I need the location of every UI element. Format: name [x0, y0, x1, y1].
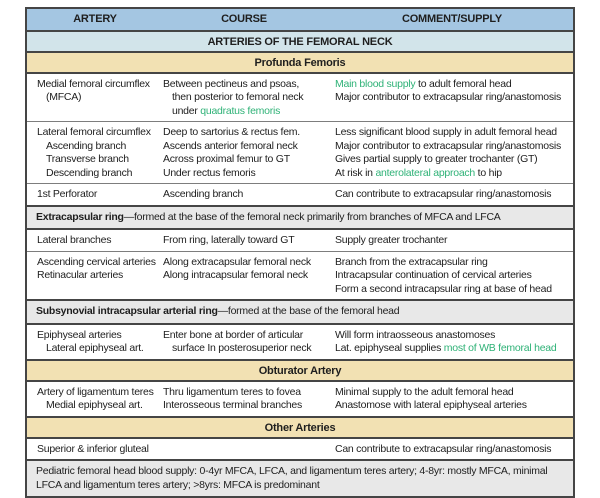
text-line: [335, 167, 569, 181]
section-header-obturator-artery: Obturator Artery: [27, 359, 573, 380]
text-line: [335, 256, 569, 270]
text-segment: Lateral branches: [37, 234, 112, 246]
text-segment: (MFCA): [46, 91, 82, 103]
text-segment: From ring, laterally toward GT: [163, 234, 295, 246]
text-line: [335, 234, 569, 248]
text-line: [163, 269, 325, 283]
text-segment: Gives partial supply to greater trochanter (GT): [335, 153, 538, 165]
text-line: [163, 234, 325, 248]
column-header-comment: COMMENT/SUPPLY: [401, 13, 503, 25]
text-segment: At risk in: [335, 166, 376, 179]
table-row: [27, 437, 573, 460]
text-segment: Ascends anterior femoral neck: [163, 139, 298, 152]
text-segment: Supply greater trochanter: [335, 234, 448, 246]
text-line: [335, 140, 569, 154]
text-line: [37, 399, 153, 413]
artery-cell: [27, 439, 157, 460]
text-line: [37, 188, 153, 202]
text-line: [335, 283, 569, 297]
text-line: [37, 153, 153, 167]
comment-cell: [329, 230, 573, 251]
text-line: [37, 126, 153, 140]
text-segment: Between pectineus and psoas,: [163, 77, 300, 90]
text-line: [335, 188, 569, 202]
text-line: [37, 443, 153, 457]
comment-cell: [329, 252, 573, 300]
table-row: [27, 228, 573, 251]
text-line: [335, 399, 569, 413]
text-segment: Medial femoral circumflex: [37, 77, 150, 90]
text-segment: Medial epiphyseal art.: [46, 399, 143, 411]
highlight-text: quadratus femoris: [200, 104, 281, 117]
course-cell: [157, 439, 329, 460]
text-line: [163, 188, 325, 202]
artery-cell: [27, 252, 157, 300]
text-line: [335, 153, 569, 167]
text-line: [335, 443, 569, 457]
artery-cell: [27, 74, 157, 122]
course-cell: [157, 74, 329, 122]
course-cell: [157, 382, 329, 416]
table-row: [27, 380, 573, 416]
note-row-extracapsular-ring: [27, 205, 573, 229]
text-segment: Major contributor to extracapsular ring/anastomosis: [335, 139, 561, 152]
femoral-neck-artery-table: [25, 7, 575, 498]
text-line: [37, 234, 153, 248]
text-line: [335, 386, 569, 400]
text-segment: 1st Perforator: [37, 188, 98, 200]
artery-cell: [27, 230, 157, 251]
section-header-other-arteries: Other Arteries: [27, 416, 573, 437]
comment-cell: [329, 184, 573, 205]
text-line: [37, 91, 153, 105]
text-line: [37, 269, 153, 283]
text-line: [163, 126, 325, 140]
text-segment: Along intracapsular femoral neck: [163, 269, 308, 281]
artery-cell: [27, 325, 157, 359]
note-text: —formed at the base of the femoral head: [217, 305, 400, 317]
text-line: [37, 167, 153, 181]
text-segment: Anastomose with lateral epiphyseal arteries: [335, 399, 527, 411]
course-cell: [157, 184, 329, 205]
text-line: [37, 78, 153, 92]
highlight-text: Main blood supply: [335, 77, 416, 90]
text-segment: Across proximal femur to GT: [163, 153, 290, 165]
table-row: [27, 121, 573, 183]
table-row: [27, 251, 573, 300]
note-bold-text: Subsynovial intracapsular arterial ring: [36, 305, 218, 317]
comment-cell: [329, 439, 573, 460]
comment-cell: [329, 74, 573, 122]
table-row: [27, 323, 573, 359]
text-line: [37, 386, 153, 400]
text-segment: Ascending cervical arteries: [37, 255, 156, 268]
text-line: [163, 329, 325, 343]
text-segment: Form a second intracapsular ring at base of head: [335, 282, 552, 295]
text-segment: Superior & inferior gluteal: [37, 442, 149, 455]
text-line: [37, 329, 153, 343]
text-line: [37, 255, 156, 270]
table-row: [27, 72, 573, 122]
text-line: [163, 399, 325, 413]
section-header-profunda-femoris: Profunda Femoris: [27, 51, 573, 72]
course-cell: [157, 252, 329, 300]
text-line: [335, 91, 569, 105]
artery-cell: [27, 184, 157, 205]
text-line: [163, 256, 325, 270]
text-line: [163, 342, 325, 356]
text-line: [335, 342, 569, 356]
text-segment: Ascending branch: [163, 188, 244, 200]
text-segment: Less significant blood supply in adult femoral head: [335, 126, 557, 138]
text-segment: Lateral femoral circumflex: [37, 126, 151, 138]
text-segment: Can contribute to extracapsular ring/anastomosis: [335, 188, 552, 200]
note-row-pediatric-femoral-head-blood: [27, 459, 573, 496]
course-cell: [157, 230, 329, 251]
text-segment: Enter bone at border of articular: [163, 328, 304, 341]
text-segment: surface In posterosuperior neck: [172, 342, 312, 354]
column-header-row: [27, 9, 573, 30]
text-segment: Artery of ligamentum teres: [37, 385, 154, 398]
course-cell: [157, 122, 329, 183]
table-row: [27, 183, 573, 205]
note-text: —formed at the base of the femoral neck primarily from branches of MFCA and LFCA: [123, 210, 501, 223]
section-header-arteries-of-the-femoral-neck: ARTERIES OF THE FEMORAL NECK: [27, 30, 573, 51]
text-segment: Retinacular arteries: [37, 269, 124, 281]
highlight-text: anterolateral approach: [375, 166, 476, 179]
text-segment: Along extracapsular femoral neck: [163, 255, 311, 268]
text-segment: Can contribute to extracapsular ring/anastomosis: [335, 442, 552, 455]
text-line: [37, 342, 153, 356]
column-header-course: COURSE: [221, 13, 267, 25]
course-cell: [157, 325, 329, 359]
artery-cell: [27, 122, 157, 183]
text-segment: Will form intraosseous anastomoses: [335, 328, 496, 341]
text-segment: Ascending branch: [46, 139, 127, 152]
text-line: [335, 329, 569, 343]
text-line: [163, 78, 325, 92]
text-segment: Transverse branch: [46, 153, 129, 165]
text-line: [163, 153, 325, 167]
text-line: [335, 78, 569, 92]
text-segment: to adult femoral head: [415, 77, 512, 90]
artery-cell: [27, 382, 157, 416]
note-text: Pediatric femoral head blood supply: 0-4yr MFCA, LFCA, and ligamentum teres artery; 4-8yr: mostly MFCA, minimal LFCA and ligamentum teres artery; >8yrs: MFCA is predominant: [36, 465, 548, 491]
text-segment: then posterior to femoral neck: [172, 91, 304, 103]
text-segment: Under rectus femoris: [163, 166, 256, 179]
text-segment: Deep to sartorius & rectus fem.: [163, 126, 300, 138]
text-line: [163, 167, 325, 181]
text-segment: Epiphyseal arteries: [37, 328, 122, 341]
text-segment: Minimal supply to the adult femoral head: [335, 385, 514, 398]
text-segment: Intracapsular continuation of cervical arteries: [335, 269, 532, 281]
text-line: [163, 105, 325, 119]
text-segment: Interosseous terminal branches: [163, 399, 302, 411]
text-line: [163, 91, 325, 105]
highlight-text: most of WB femoral head: [443, 342, 557, 354]
text-segment: Lateral epiphyseal art.: [46, 342, 144, 354]
text-line: [335, 126, 569, 140]
text-line: [163, 140, 325, 154]
text-line: [335, 269, 569, 283]
comment-cell: [329, 122, 573, 183]
text-line: [37, 140, 153, 154]
column-header-artery: ARTERY: [73, 13, 117, 25]
note-row-subsynovial-intracapsular-ar: [27, 299, 573, 323]
comment-cell: [329, 382, 573, 416]
text-segment: Descending branch: [46, 166, 133, 179]
text-segment: to hip: [475, 166, 502, 179]
note-bold-text: Extracapsular ring: [36, 210, 124, 223]
text-line: [163, 386, 325, 400]
comment-cell: [329, 325, 573, 359]
text-segment: under: [172, 104, 201, 117]
text-segment: Lat. epiphyseal supplies: [335, 342, 444, 354]
text-segment: Branch from the extracapsular ring: [335, 255, 488, 268]
text-segment: Major contributor to extracapsular ring/anastomosis: [335, 91, 561, 103]
text-segment: Thru ligamentum teres to fovea: [163, 385, 301, 398]
